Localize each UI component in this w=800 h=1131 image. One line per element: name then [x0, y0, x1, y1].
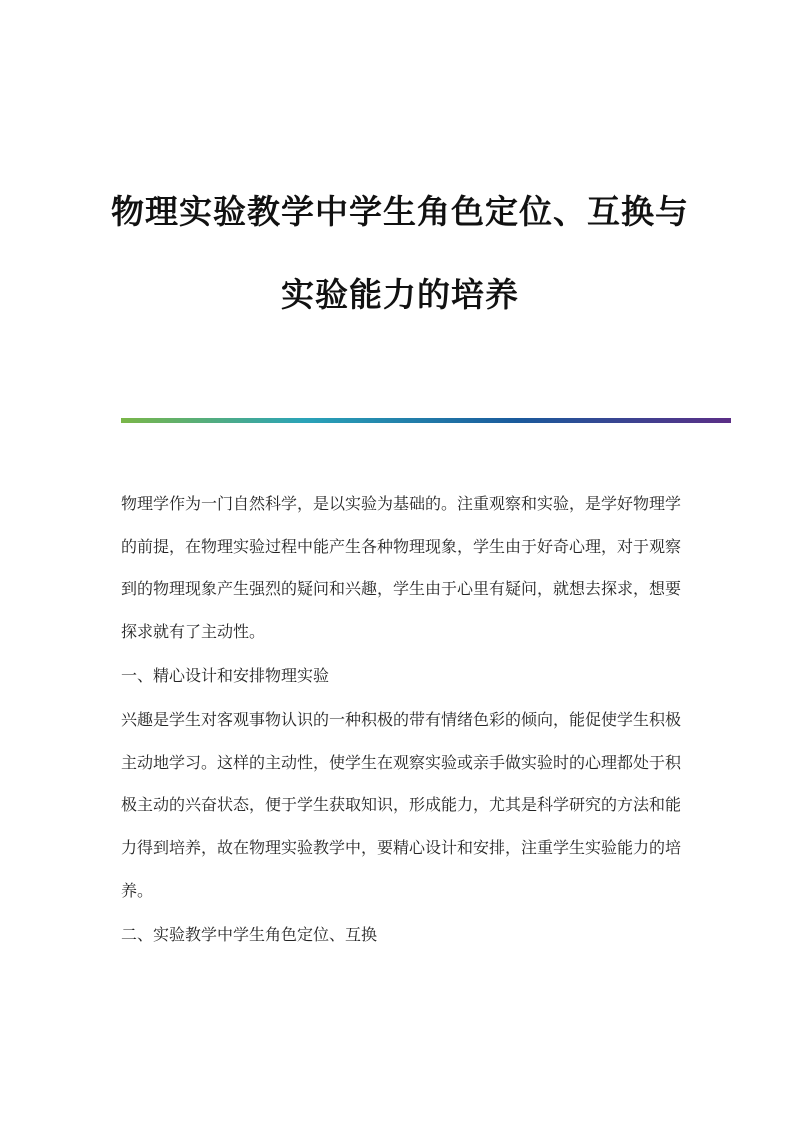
paragraph-interest: 兴趣是学生对客观事物认识的一种积极的带有情绪色彩的倾向，能促使学生积极主动地学习。这样的主动性，使学生在观察实验或亲手做实验时的心理都处于积极主动的兴奋状态，便于学生获取知识，形成能力，尤其是科学研究的方法和能力得到培养，故在物理实验教学中，要精心设计和安排，注重学生实验能力的培养。 — [121, 710, 682, 900]
title-line-1: 物理实验教学中学生角色定位、互换与 — [111, 192, 689, 231]
section-heading-2: 二、实验教学中学生角色定位、互换 — [121, 925, 378, 944]
paragraph-intro: 物理学作为一门自然科学，是以实验为基础的。注重观察和实验，是学好物理学的前提，在物理实验过程中能产生各种物理现象，学生由于好奇心理，对于观察到的物理现象产生强烈的疑问和兴趣，学生由于心里有疑问，就想去探求，想要探求就有了主动性。 — [121, 494, 682, 642]
gradient-divider — [121, 418, 731, 423]
title-line-2: 实验能力的培养 — [281, 275, 519, 314]
section-heading-1: 一、精心设计和安排物理实验 — [121, 666, 330, 685]
